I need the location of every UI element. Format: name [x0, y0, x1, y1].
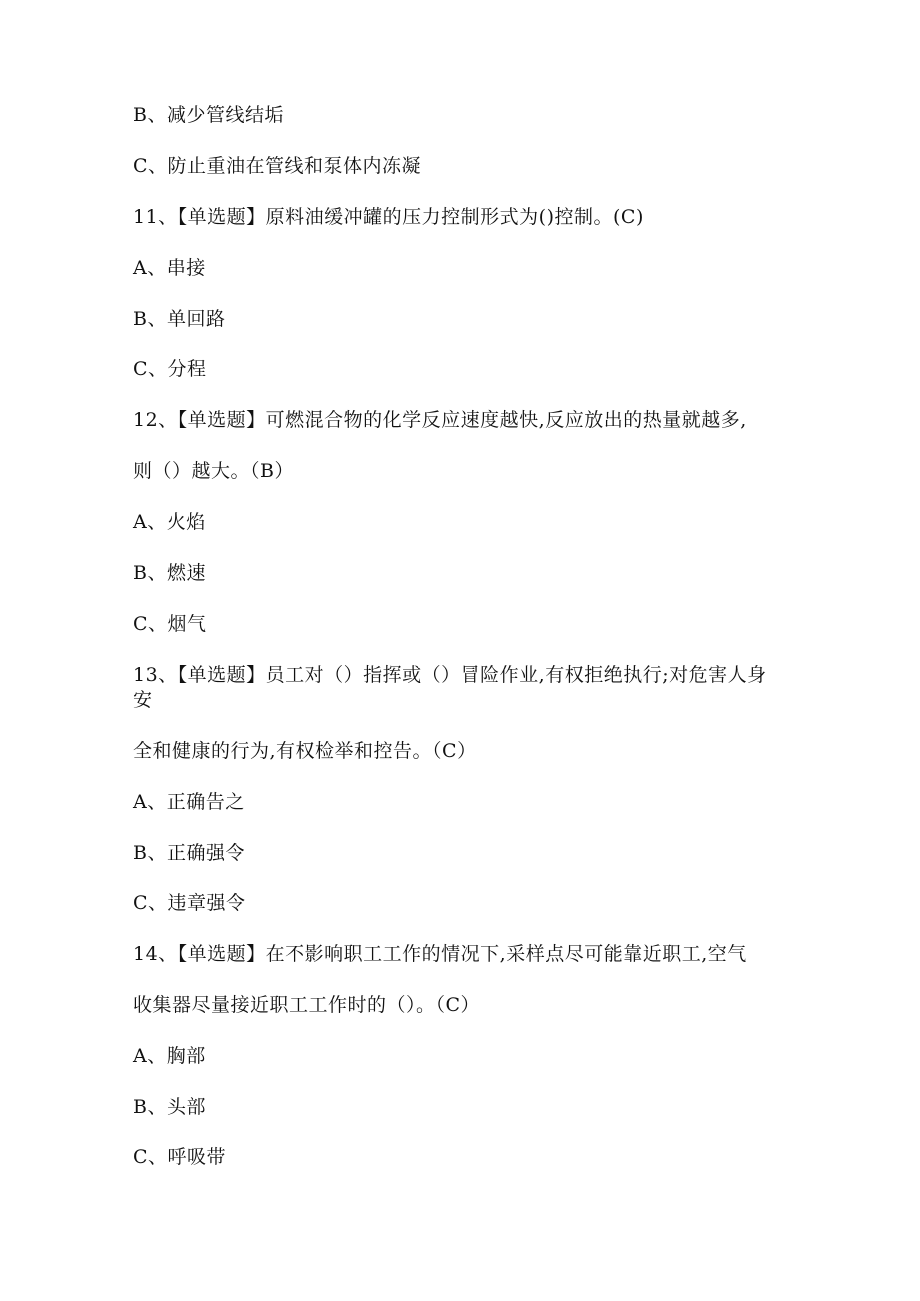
option-a-q11: A、串接 [133, 257, 206, 279]
question-12-line-2: 则（）越大。（B） [133, 460, 294, 482]
question-13-line-1: 13、【单选题】员工对（）指挥或（）冒险作业,有权拒绝执行;对危害人身 [133, 664, 767, 686]
option-b-q11: B、单回路 [133, 308, 226, 330]
question-14-line-1: 14、【单选题】在不影响职工工作的情况下,采样点尽可能靠近职工,空气 [133, 943, 747, 965]
option-c-q11: C、分程 [133, 358, 207, 380]
option-b-q12: B、燃速 [133, 562, 206, 584]
question-14-line-2: 收集器尽量接近职工工作时的（）。（C） [133, 994, 481, 1016]
option-b-q13: B、正确强令 [133, 842, 245, 864]
question-12-line-1: 12、【单选题】可燃混合物的化学反应速度越快,反应放出的热量就越多, [133, 409, 747, 431]
question-11: 11、【单选题】原料油缓冲罐的压力控制形式为()控制。(C) [133, 206, 644, 228]
question-13-line-2: 安 [133, 689, 153, 711]
option-a-q14: A、胸部 [133, 1045, 206, 1067]
option-a-q13: A、正确告之 [133, 791, 245, 813]
option-b-q10: B、减少管线结垢 [133, 104, 284, 126]
option-b-q14: B、头部 [133, 1096, 206, 1118]
option-a-q12: A、火焰 [133, 511, 206, 533]
question-13-line-3: 全和健康的行为,有权检举和控告。（C） [133, 740, 477, 762]
option-c-q13: C、违章强令 [133, 892, 246, 914]
option-c-q14: C、呼吸带 [133, 1146, 227, 1168]
option-c-q12: C、烟气 [133, 613, 207, 635]
option-c-q10: C、防止重油在管线和泵体内冻凝 [133, 155, 422, 177]
